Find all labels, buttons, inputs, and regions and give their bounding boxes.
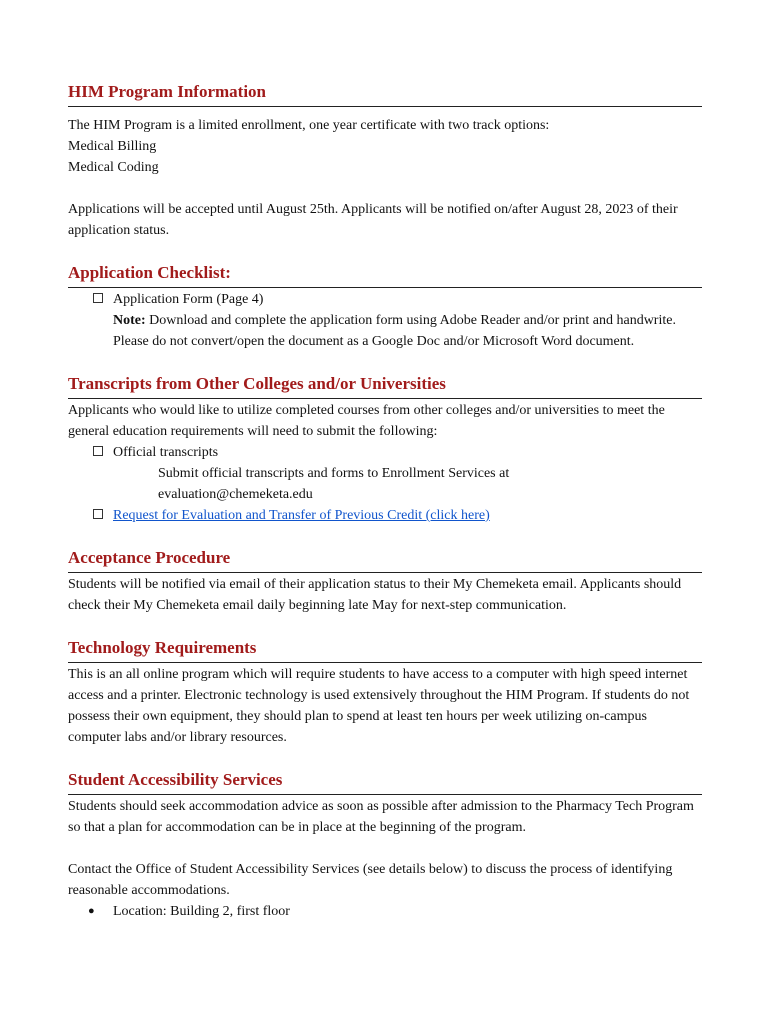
bullet-icon: ● [88, 905, 95, 917]
checklist-heading: Application Checklist: [68, 261, 702, 288]
checkbox-icon[interactable] [93, 509, 103, 519]
transcripts-heading: Transcripts from Other Colleges and/or Universities [68, 372, 702, 399]
location-text: Location: Building 2, first floor [113, 904, 290, 919]
transcripts-item-label: Official transcripts [113, 445, 219, 460]
note-label: Note: [113, 313, 146, 328]
track-billing: Medical Billing [68, 139, 157, 154]
technology-heading: Technology Requirements [68, 636, 702, 663]
document-content [68, 80, 702, 922]
him-intro: The HIM Program is a limited enrollment, one year certificate with two track options: [68, 118, 550, 133]
accessibility-text-2: Contact the Office of Student Accessibility Services (see details below) to discuss the process of identifying reasonable accommodations. [68, 862, 673, 898]
transcripts-item-detail: Submit official transcripts and forms to Enrollment Services at [158, 466, 510, 481]
accessibility-section [68, 768, 702, 922]
technology-section [68, 636, 702, 748]
accessibility-text-1: Students should seek accommodation advice as soon as possible after admission to the Pharmacy Tech Program so that a plan for accommodation can be in place at the beginning of the program. [68, 799, 694, 835]
technology-text: This is an all online program which will require students to have access to a computer with high speed internet access and a printer. Electronic technology is used extensively throughout the HIM Program. If students do not possess their own equipment, they should plan to spend at least ten hours per week utilizing on-campus computer labs and/or library resources. [68, 667, 690, 745]
track-coding: Medical Coding [68, 160, 159, 175]
him-heading: HIM Program Information [68, 80, 702, 107]
transcripts-item-official[interactable] [68, 442, 702, 463]
transcripts-email: evaluation@chemeketa.edu [158, 487, 313, 502]
transcripts-section [68, 372, 702, 526]
checklist-note [68, 310, 702, 331]
acceptance-heading: Acceptance Procedure [68, 546, 702, 573]
checkbox-icon[interactable] [93, 293, 103, 303]
acceptance-text: Students will be notified via email of their application status to their My Chemeketa email. Applicants should check their My Chemeketa email daily beginning late May for next-step communication. [68, 577, 682, 613]
checkbox-icon[interactable] [93, 446, 103, 456]
checklist-section [68, 261, 702, 352]
checklist-note-extra: Please do not convert/open the document as a Google Doc and/or Microsoft Word document. [113, 334, 635, 349]
checklist-item-label: Application Form (Page 4) [113, 292, 264, 307]
checklist-item-application-form[interactable] [68, 289, 702, 310]
list-item [68, 901, 702, 922]
note-text: Download and complete the application form using Adobe Reader and/or print and handwrite. [145, 313, 676, 328]
transcripts-item-request[interactable] [68, 505, 702, 526]
him-applications: Applications will be accepted until August 25th. Applicants will be notified on/after August 28, 2023 of their application status. [68, 202, 678, 238]
accessibility-heading: Student Accessibility Services [68, 768, 702, 795]
him-section [68, 80, 702, 241]
transcripts-intro: Applicants who would like to utilize completed courses from other colleges and/or universities to meet the general education requirements will need to submit the following: [68, 403, 665, 439]
acceptance-section [68, 546, 702, 616]
request-evaluation-link[interactable]: Request for Evaluation and Transfer of Previous Credit (click here) [113, 508, 490, 523]
